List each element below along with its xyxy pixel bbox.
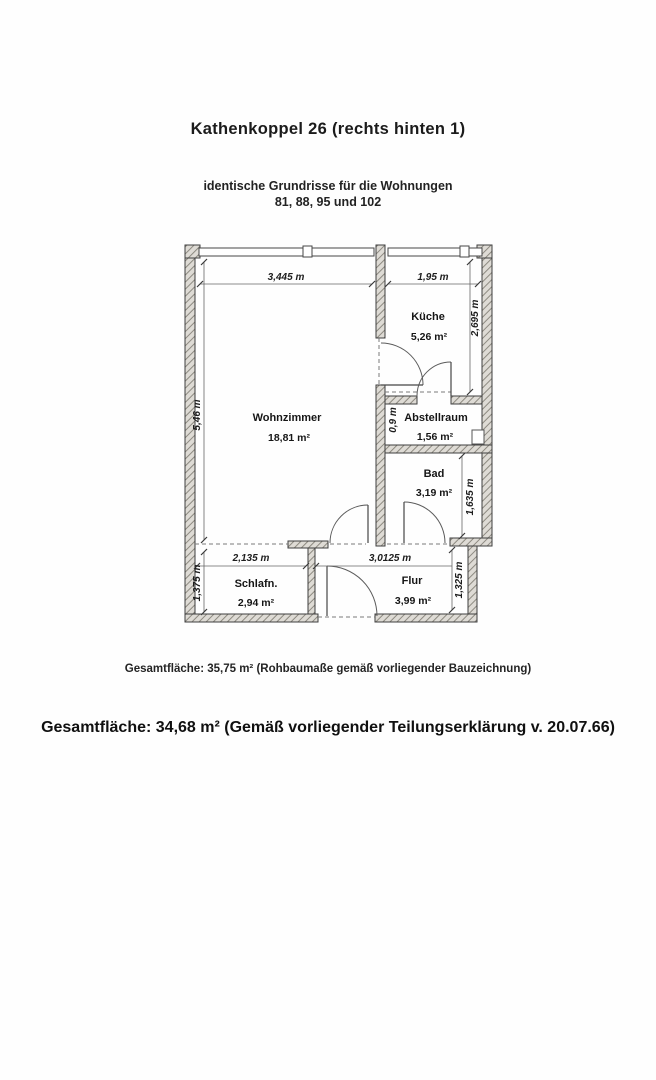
wall-stub-wohnzimmer-door — [288, 541, 328, 548]
dim-kueche-hoehe: 2,695 m — [470, 299, 481, 337]
door-arc-kueche — [381, 343, 423, 385]
wall-flur-right — [468, 546, 477, 622]
wall-step-right — [450, 538, 492, 546]
dim-schlafnische-hoehe: 1,375 m — [192, 564, 203, 602]
window-wohnzimmer-2 — [312, 248, 374, 256]
window-wohnzimmer-1 — [199, 248, 303, 256]
wall-divider-upper — [376, 245, 385, 338]
room-label-flur: Flur — [401, 575, 423, 587]
wall-corner-top-left — [185, 245, 200, 258]
window-mullion-2 — [460, 246, 469, 257]
room-label-schlafnische: Schlafn. — [234, 578, 278, 590]
room-label-wohnzimmer: Wohnzimmer — [252, 412, 322, 424]
wall-bottom-left — [185, 614, 318, 622]
door-arc-abstellraum — [417, 362, 451, 396]
dim-kueche-breite: 1,95 m — [417, 272, 449, 283]
room-label-kueche: Küche — [411, 311, 445, 323]
dim-wohnzimmer-hoehe: 5,46 m — [192, 399, 203, 431]
room-area-abstellraum: 1,56 m² — [416, 431, 454, 443]
window-kueche-1 — [388, 248, 460, 256]
room-area-flur: 3,99 m² — [394, 595, 432, 607]
room-label-abstellraum: Abstellraum — [404, 412, 468, 424]
dim-wohnzimmer-breite: 3,445 m — [267, 272, 305, 283]
room-area-bad: 3,19 m² — [415, 487, 453, 499]
room-area-schlafnische: 2,94 m² — [237, 597, 275, 609]
wall-divider-lower — [376, 385, 385, 546]
window-kueche-2 — [469, 248, 482, 256]
subtitle-line1: identische Grundrisse für die Wohnungen — [203, 179, 453, 193]
footnote-rohbaumass: Gesamtfläche: 35,75 m² (Rohbaumaße gemäß vorliegender Bauzeichnung) — [124, 663, 532, 675]
dim-flur-hoehe: 1,325 m — [454, 561, 465, 599]
wall-abstellraum-bad — [385, 445, 492, 453]
window-mullion-1 — [303, 246, 312, 257]
wall-bottom-right — [375, 614, 477, 622]
room-area-kueche: 5,26 m² — [410, 331, 448, 343]
wall-partition-schlafnische — [308, 548, 315, 614]
room-area-wohnzimmer: 18,81 m² — [267, 432, 311, 444]
dim-flur-breite: 3,0125 m — [368, 553, 412, 564]
wall-right — [482, 245, 492, 546]
door-arc-bad — [404, 502, 445, 543]
wall-kueche-abstellraum-a — [385, 396, 417, 404]
room-labels-group — [235, 311, 468, 609]
fixture-abstellraum — [472, 430, 484, 444]
dim-bad-hoehe: 1,635 m — [465, 478, 476, 516]
footnote-teilungserklaerung: Gesamtfläche: 34,68 m² (Gemäß vorliegender Teilungserklärung v. 20.07.66) — [41, 719, 615, 736]
wall-kueche-abstellraum-b — [451, 396, 482, 404]
dim-abstellraum-hoehe: 0,9 m — [388, 407, 399, 433]
page-title: Kathenkoppel 26 (rechts hinten 1) — [190, 120, 466, 138]
dim-schlafnische-breite: 2,135 m — [232, 553, 270, 564]
room-label-bad: Bad — [423, 468, 445, 480]
subtitle-line2: 81, 88, 95 und 102 — [274, 195, 382, 209]
door-arc-wohnzimmer — [330, 505, 368, 543]
door-arc-entry — [327, 566, 377, 616]
